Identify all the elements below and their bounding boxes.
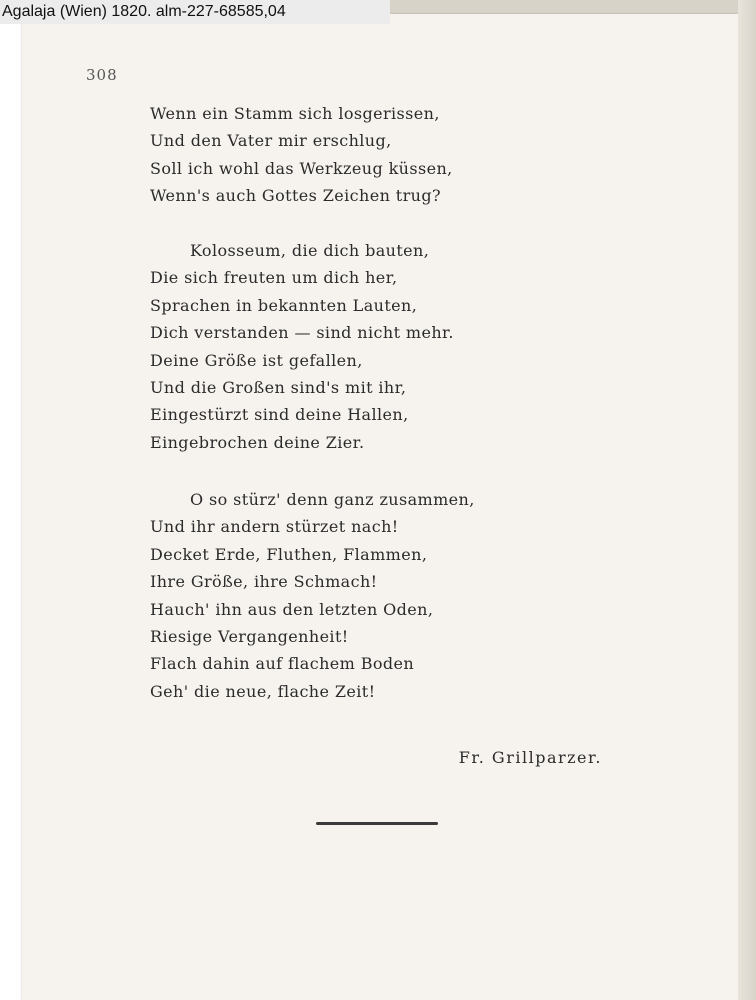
poem-line: Dich verstanden — sind nicht mehr. [150, 323, 454, 343]
poem-line: Eingestürzt sind deine Hallen, [150, 405, 409, 425]
poem-line: Und den Vater mir erschlug, [150, 131, 392, 151]
scan-top-edge [388, 0, 756, 14]
author-signature: Fr. Grillparzer. [458, 748, 602, 767]
poem-line: Und ihr andern stürzet nach! [150, 517, 399, 537]
poem-line: Flach dahin auf flachem Boden [150, 654, 415, 674]
stanza-1 [150, 100, 453, 210]
poem-line: O so stürz' denn ganz zusammen, [190, 490, 475, 509]
book-page [22, 14, 738, 1000]
poem-line: Ihre Größe, ihre Schmach! [150, 572, 378, 592]
page-number: 308 [86, 66, 118, 84]
poem-line: Decket Erde, Fluthen, Flammen, [150, 544, 428, 564]
poem-line: Geh' die neue, flache Zeit! [150, 681, 376, 701]
image-caption-label: Agalaja (Wien) 1820. alm-227-68585,04 [0, 0, 390, 24]
poem-line: Wenn ein Stamm sich losgerissen, [150, 104, 440, 123]
poem-line: Soll ich wohl das Werkzeug küssen, [150, 158, 453, 178]
poem-line: Hauch' ihn aus den letzten Oden, [150, 599, 434, 619]
poem-line: Deine Größe ist gefallen, [150, 350, 363, 370]
poem-line: Eingebrochen deine Zier. [150, 432, 365, 452]
poem-line: Wenn's auch Gottes Zeichen trug? [150, 186, 441, 206]
scan-right-edge [738, 0, 756, 1000]
poem-line: Sprachen in bekannten Lauten, [150, 295, 418, 315]
poem-line: Riesige Vergangenheit! [150, 626, 349, 646]
stanza-3 [150, 486, 475, 705]
poem-line: Die sich freuten um dich her, [150, 268, 398, 288]
end-rule-divider [316, 822, 438, 825]
stanza-2 [150, 237, 454, 456]
poem-line: Kolosseum, die dich bauten, [190, 241, 430, 260]
poem-line: Und die Großen sind's mit ihr, [150, 377, 407, 397]
